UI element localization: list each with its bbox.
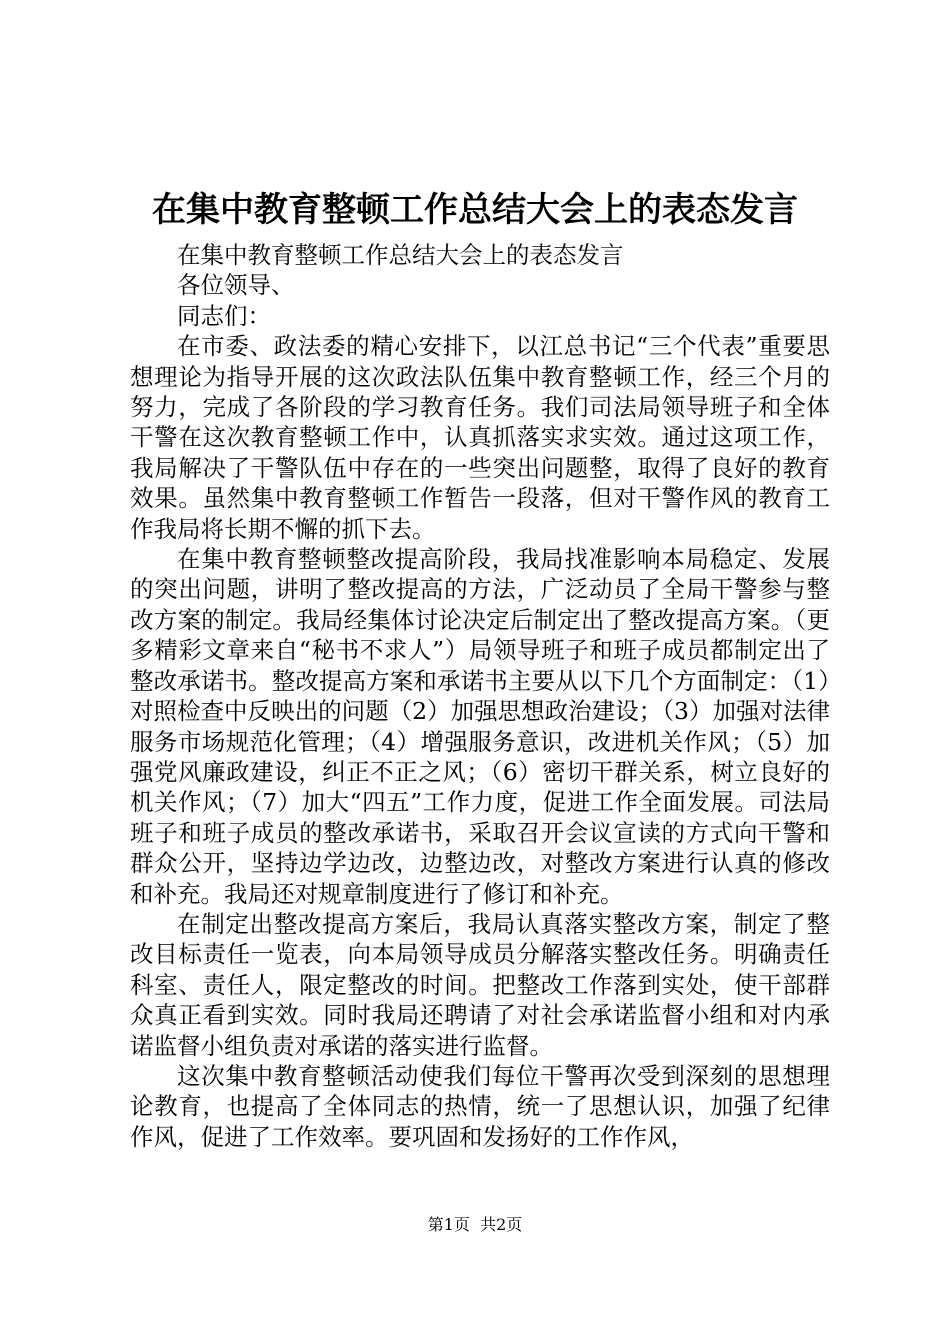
body-paragraph: 在市委、政法委的精心安排下，以江总书记“三个代表”重要思想理论为指导开展的这次政法队伍集中教育整顿工作，经三个月的努力，完成了各阶段的学习教育任务。我们司法局领导班子和全体干警在这次教育整顿工作中，认真抓落实求实效。通过这项工作，我局解决了干警队伍中存在的一些突出问题整，取得了良好的教育效果。虽然集中教育整顿工作暂告一段落，但对干警作风的教育工作我局将长期不懈的抓下去。 — [130, 332, 830, 543]
subtitle-line: 在集中教育整顿工作总结大会上的表态发言 — [177, 241, 624, 269]
page-number-label: 第1页 共2页 — [427, 1215, 523, 1234]
body-paragraph: 在集中教育整顿整改提高阶段，我局找准影响本局稳定、发展的突出问题，讲明了整改提高的方法，广泛动员了全局干警参与整改方案的制定。我局经集体讨论决定后制定出了整改提高方案。（更多精彩文章来自“秘书不求人”）局领导班子和班子成员都制定出了整改承诺书。整改提高方案和承诺书主要从以下几个方面制定：（1）对照检查中反映出的问题（2）加强思想政治建设；（3）加强对法律服务市场规范化管理；（4）增强服务意识，改进机关作风；（5）加强党风廉政建设，纠正不正之风；（6）密切干群关系，树立良好的机关作风；（7）加大“四五”工作力度，促进工作全面发展。司法局班子和班子成员的整改承诺书，采取召开会议宣读的方式向干警和群众公开，坚持边学边改，边整边改，对整改方案进行认真的修改和补充。我局还对规章制度进行了修订和补充。 — [130, 545, 830, 908]
salutation-comrades: 同志们： — [177, 301, 271, 330]
page-footer — [0, 1214, 950, 1236]
body-paragraph: 这次集中教育整顿活动使我们每位干警再次受到深刻的思想理论教育，也提高了全体同志的热情，统一了思想认识，加强了纪律作风，促进了工作效率。要巩固和发扬好的工作作风， — [130, 1061, 830, 1151]
body-paragraph: 在制定出整改提高方案后，我局认真落实整改方案，制定了整改目标责任一览表，向本局领导成员分解落实整改任务。明确责任科室、责任人，限定整改的时间。把整改工作落到实处，使干部群众真正看到实效。同时我局还聘请了对社会承诺监督小组和对内承诺监督小组负责对承诺的落实进行监督。 — [130, 909, 830, 1060]
salutation-leaders: 各位领导、 — [177, 271, 295, 300]
document-title: 在集中教育整顿工作总结大会上的表态发言 — [152, 190, 798, 230]
document-body — [130, 240, 830, 1152]
